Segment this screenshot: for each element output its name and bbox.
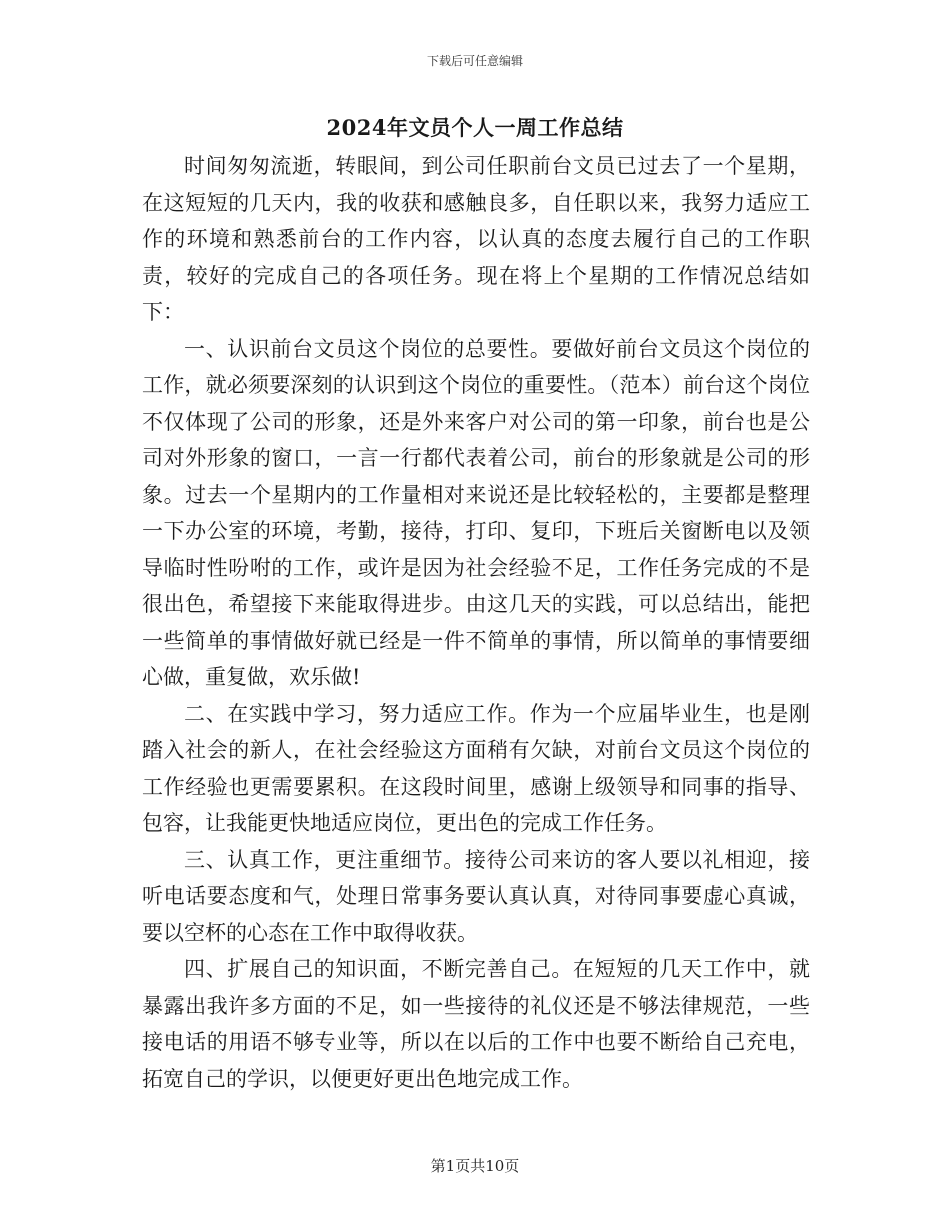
paragraph-section-2: 二、在实践中学习，努力适应工作。作为一个应届毕业生，也是刚踏入社会的新人，在社会经验这方面稍有欠缺，对前台文员这个岗位的工作经验也更需要累积。在这段时间里，感谢上级领导和同事的指导、包容，让我能更快地适应岗位，更出色的完成工作任务。 <box>142 701 810 835</box>
paragraph-section-1: 一、认识前台文员这个岗位的总要性。要做好前台文员这个岗位的工作，就必须要深刻的认识到这个岗位的重要性。（范本）前台这个岗位不仅体现了公司的形象，还是外来客户对公司的第一印象，前台也是公司对外形象的窗口，一言一行都代表着公司，前台的形象就是公司的形象。过去一个星期内的工作量相对来说还是比较轻松的，主要都是整理一下办公室的环境，考勤，接待，打印、复印，下班后关窗断电以及领导临时性吩咐的工作，或许是因为社会经验不足，工作任务完成的不是很出色，希望接下来能取得进步。由这几天的实践，可以总结出，能把一些简单的事情做好就已经是一件不简单的事情，所以简单的事情要细心做，重复做，欢乐做! <box>142 336 810 689</box>
header-note: 下载后可任意编辑 <box>426 54 523 68</box>
paragraph-section-3: 三、认真工作，更注重细节。接待公司来访的客人要以礼相迎，接听电话要态度和气，处理日常事务要认真认真，对待同事要虚心真诚，要以空杯的心态在工作中取得收获。 <box>142 847 810 945</box>
paragraph-intro: 时间匆匆流逝，转眼间，到公司任职前台文员已过去了一个星期，在这短短的几天内，我的收获和感触良多，自任职以来，我努力适应工作的环境和熟悉前台的工作内容，以认真的态度去履行自己的工作职责，较好的完成自己的各项任务。现在将上个星期的工作情况总结如下： <box>142 154 810 324</box>
document-title: 2024年文员个人一周工作总结 <box>326 115 624 140</box>
page-indicator: 第1页共10页 <box>430 1157 520 1175</box>
paragraph-section-4: 四、扩展自己的知识面，不断完善自己。在短短的几天工作中，就暴露出我许多方面的不足，如一些接待的礼仪还是不够法律规范，一些接电话的用语不够专业等，所以在以后的工作中也要不断给自己充电，拓宽自己的学识，以便更好更出色地完成工作。 <box>142 957 810 1091</box>
document-body <box>142 148 810 1097</box>
